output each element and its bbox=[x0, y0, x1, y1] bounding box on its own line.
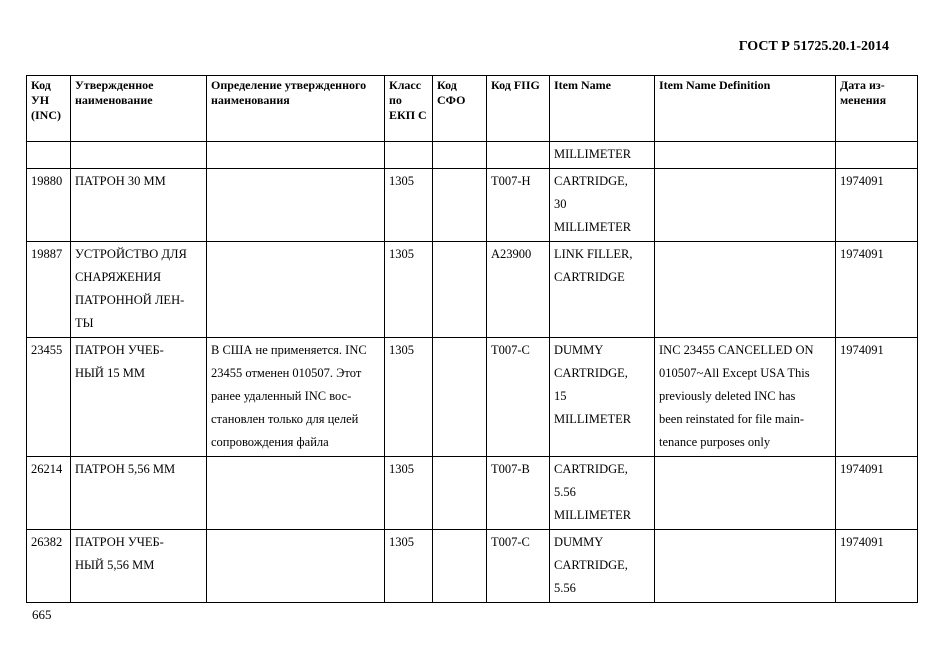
cell-item-definition bbox=[655, 530, 836, 603]
column-header-inc: Код УН (INC) bbox=[27, 76, 71, 142]
cell-item-name: CARTRIDGE, 30 MILLIMETER bbox=[550, 169, 655, 242]
cell-item-definition bbox=[655, 242, 836, 338]
cell-inc: 26214 bbox=[27, 457, 71, 530]
table-row bbox=[27, 530, 918, 603]
cell-class: 1305 bbox=[385, 169, 433, 242]
cell-change-date: 1974091 bbox=[836, 242, 918, 338]
cell-fiig: T007-C bbox=[487, 530, 550, 603]
cell-name-definition bbox=[207, 457, 385, 530]
cell-sfo bbox=[433, 169, 487, 242]
cell-fiig: T007-B bbox=[487, 457, 550, 530]
cell-item-name: CARTRIDGE, 5.56 MILLIMETER bbox=[550, 457, 655, 530]
cell-change-date: 1974091 bbox=[836, 169, 918, 242]
column-header-change-date: Дата из-менения bbox=[836, 76, 918, 142]
cell-approved-name: ПАТРОН 30 ММ bbox=[71, 169, 207, 242]
cell-approved-name: ПАТРОН УЧЕБ- НЫЙ 15 ММ bbox=[71, 338, 207, 457]
cell-fiig bbox=[487, 142, 550, 169]
cell-sfo bbox=[433, 530, 487, 603]
column-header-class: Класс по ЕКП С bbox=[385, 76, 433, 142]
cell-class: 1305 bbox=[385, 242, 433, 338]
cell-inc: 19880 bbox=[27, 169, 71, 242]
cell-change-date: 1974091 bbox=[836, 457, 918, 530]
cell-item-name: LINK FILLER, CARTRIDGE bbox=[550, 242, 655, 338]
cell-change-date bbox=[836, 142, 918, 169]
cell-item-definition bbox=[655, 457, 836, 530]
cell-item-name: DUMMY CARTRIDGE, 5.56 bbox=[550, 530, 655, 603]
cell-class: 1305 bbox=[385, 338, 433, 457]
cell-approved-name bbox=[71, 142, 207, 169]
cell-fiig: A23900 bbox=[487, 242, 550, 338]
cell-sfo bbox=[433, 242, 487, 338]
cell-approved-name: УСТРОЙСТВО ДЛЯ СНАРЯЖЕНИЯ ПАТРОННОЙ ЛЕН- ТЫ bbox=[71, 242, 207, 338]
table-row bbox=[27, 169, 918, 242]
cell-class: 1305 bbox=[385, 530, 433, 603]
cell-change-date: 1974091 bbox=[836, 338, 918, 457]
cell-class: 1305 bbox=[385, 457, 433, 530]
table-header-row bbox=[27, 76, 918, 142]
cell-inc: 26382 bbox=[27, 530, 71, 603]
column-header-name-definition: Определение утвержденного наименования bbox=[207, 76, 385, 142]
nomenclature-table bbox=[26, 75, 918, 603]
cell-name-definition bbox=[207, 242, 385, 338]
cell-sfo bbox=[433, 142, 487, 169]
table-row bbox=[27, 242, 918, 338]
page-number: 665 bbox=[32, 607, 52, 622]
table-row bbox=[27, 338, 918, 457]
cell-fiig: T007-H bbox=[487, 169, 550, 242]
cell-name-definition bbox=[207, 142, 385, 169]
table-row bbox=[27, 142, 918, 169]
cell-change-date: 1974091 bbox=[836, 530, 918, 603]
column-header-item-name: Item Name bbox=[550, 76, 655, 142]
cell-name-definition: В США не применяется. INC 23455 отменен 010507. Этот ранее удаленный INC вос- становлен только для целей сопровождения файла bbox=[207, 338, 385, 457]
cell-name-definition bbox=[207, 169, 385, 242]
cell-inc: 19887 bbox=[27, 242, 71, 338]
cell-approved-name: ПАТРОН УЧЕБ- НЫЙ 5,56 ММ bbox=[71, 530, 207, 603]
cell-inc: 23455 bbox=[27, 338, 71, 457]
cell-name-definition bbox=[207, 530, 385, 603]
cell-class bbox=[385, 142, 433, 169]
cell-item-name: DUMMY CARTRIDGE, 15 MILLIMETER bbox=[550, 338, 655, 457]
cell-inc bbox=[27, 142, 71, 169]
cell-sfo bbox=[433, 457, 487, 530]
column-header-fiig: Код FIIG bbox=[487, 76, 550, 142]
column-header-item-definition: Item Name Definition bbox=[655, 76, 836, 142]
cell-fiig: T007-C bbox=[487, 338, 550, 457]
column-header-sfo: Код СФО bbox=[433, 76, 487, 142]
cell-item-definition bbox=[655, 169, 836, 242]
document-code: ГОСТ Р 51725.20.1-2014 bbox=[738, 39, 889, 54]
cell-item-name: MILLIMETER bbox=[550, 142, 655, 169]
table-row bbox=[27, 457, 918, 530]
cell-sfo bbox=[433, 338, 487, 457]
cell-item-definition: INC 23455 CANCELLED ON 010507~All Except USA This previously deleted INC has been reinstated for file main- tenance purposes only bbox=[655, 338, 836, 457]
cell-item-definition bbox=[655, 142, 836, 169]
cell-approved-name: ПАТРОН 5,56 ММ bbox=[71, 457, 207, 530]
column-header-approved-name: Утвержденное наименование bbox=[71, 76, 207, 142]
